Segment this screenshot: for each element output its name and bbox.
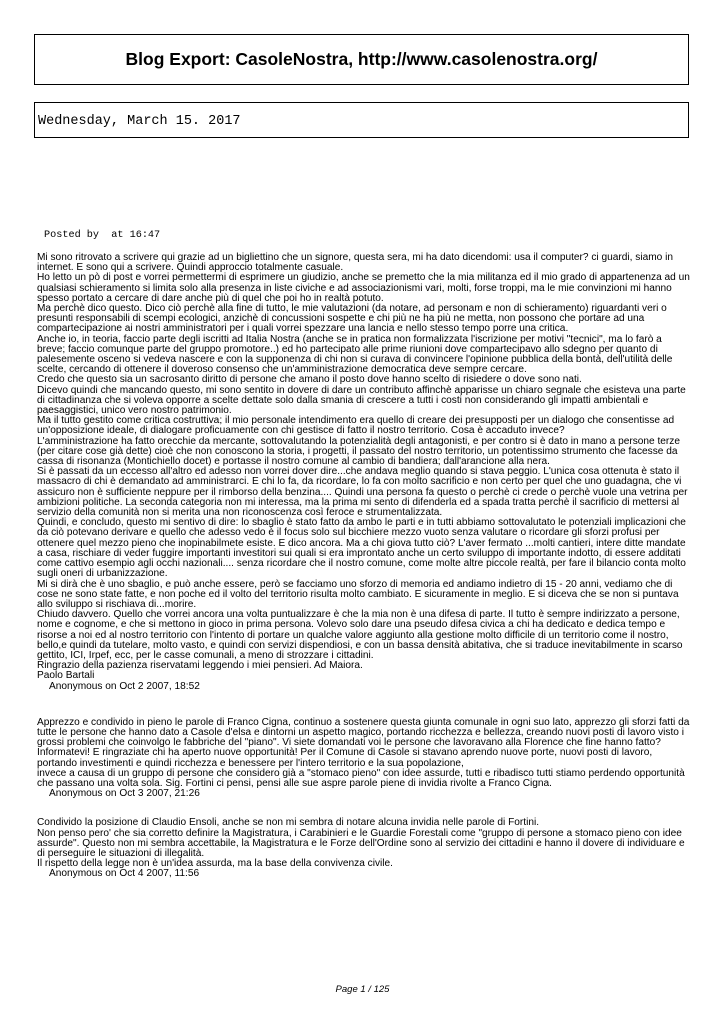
comment-paragraph: Il rispetto della legge non è un'idea assurda, ma la base della convivenza civile. xyxy=(37,858,393,870)
post-paragraph: Chiudo davvero. Quello che vorrei ancora una volta puntualizzare è che la mia non è una difesa di parte. Il tutto è sempre indirizzato a persone, nome e cognome, e che si mettono in gioco in prima persona. Volevo solo dare una pseudo difesa civica a chi ha dedicato e dedica tempo e risorse a noi ed al nostro territorio con l'intento di portare un qualche valore aggiunto alla gestione molto difficile di un territorio come il nostro, bello,e quindi da tutelare, molto vasto, e quindi con servizi dispendiosi, e con un bassa densità abitativa, che si traduce inevitabilmente in scarso gettito, ICI, Irpef, ecc, per le casse comunali, a meno di strozzare i cittadini. xyxy=(37,609,683,661)
date-box xyxy=(34,102,689,138)
post-paragraph: Ho letto un pò di post e vorrei permettermi di esprimere un giudizio, anche se premetto che la mia militanza ed il mio grado di appartenenza ad un qualsiasi schieramento si limita solo alla presenza in liste civiche e ad associazionismi vari, molti, forse troppi, ma le mie convinzioni mi hanno spesso portato a cercare di dare anche più di quel che poi ho in realtà potuto. xyxy=(37,272,690,304)
post-paragraph: L'amministrazione ha fatto orecchie da mercante, sottovalutando la potenzialità degli antagonisti, e per contro si è dato in mano a persone terze (per citare cose già dette) cioè che non conoscono la storia, i progetti, il passato del nostro territorio, un potentissimo strumento che facesse da cassa di risonanza (Montichiello docet) e portasse il nostro comune al cambio di bandiera; dall'arancione alla nera. xyxy=(37,435,681,468)
post-paragraph: Quindi, e concludo, questo mi sentivo di dire: lo sbaglio è stato fatto da ambo le parti e in tutti abbiamo sottovalutato le potenziali implicazioni che da ciò potevano derivare e quello che adesso vedo è il focus solo sul bicchiere mezzo vuoto senza valutare o ricordare gli sforzi profusi per ottenere quel mezzo pieno che inopinabilmete esiste. E dico ancora. Ma a chi giova tutto ciò? L'aver fermato ...molti cantieri, intere ditte mandate a casa, rischiare di veder fuggire importanti investitori sui quali si era improntato anche un certo sviluppo di importante indotto, di essere additati come cattivo esempio agli occhi nazionali.... senza ricordare che il nostro comune, come molte altre piccole realtà, per fare il bilancio conta molto sugli oneri di urbanizzazione. xyxy=(37,517,686,580)
post-signature: Paolo Bartali xyxy=(37,670,95,682)
post-content xyxy=(37,253,692,880)
post-body xyxy=(37,253,692,671)
page-title: Blog Export: CasoleNostra, http://www.casolenostra.org/ xyxy=(125,49,598,69)
post-paragraph: Si è passati da un eccesso all'altro ed adesso non vorrei dover dire...che andava meglio quando si stava peggio. L'unica cosa ottenuta è stato il massacro di chi è demandato ad amministrarci. E chi lo fa, da ricordare, lo fa con molto sacrificio e non certo per quel che uno guadagna, che vi assicuro non è sufficiente neppure per il rimborso della benzina.... Quindi una persona fa questo o perchè ci crede o perchè vuole una vetrina per ambizioni politiche. La seconda categoria non mi interessa, ma la prima mi sento di difenderla ed a spada tratta perchè il sacrificio di mettersi al servizio della comunità non si merita una non riconoscenza così feroce e strumentalizzata. xyxy=(37,466,688,519)
post-date: Wednesday, March 15. 2017 xyxy=(38,114,241,129)
post-paragraph: Mi si dirà che è uno sbaglio, e può anche essere, però se facciamo uno sforzo di memoria ed andiamo indietro di 15 - 20 anni, vediamo che di cose ne sono state fatte, e non poche ed il volto del territorio risulta molto cambiato. E sicuramente in meglio. E si diceva che se non si puntava allo sviluppo si rischiava di...morire. xyxy=(37,578,679,610)
comment-paragraph: Apprezzo e condivido in pieno le parole di Franco Cigna, continuo a sostenere questa giunta comunale in ogni suo lato, apprezzo gli sforzi fatti da tutte le persone che hanno dato a Casole d'elsa e dintorni un aspetto magico, portando ricchezza e bellezza, creando nuovi posti di lavoro visto i grossi problemi che coinvolgo le fabbriche del "piano". Vi siete domandati voi le persone che lavoravano alla Florence che fine hanno fatto? Informatevi! E ringraziate chi ha aperto nuove opportunità! Per il Comune di Casole si stavano aprendo nuove porte, nuovi posti di lavoro, portando investimenti e quindi ricchezza e benessere per l'intero territorio e la sua popolazione, xyxy=(37,716,690,769)
comment-meta: Anonymous on Oct 2 2007, 18:52 xyxy=(49,680,200,692)
comment xyxy=(37,818,692,879)
comment xyxy=(37,718,692,800)
posted-by-line: Posted by at 16:47 xyxy=(44,230,161,241)
post-paragraph: Ma perchè dico questo. Dico ciò perchè alla fine di tutto, le mie valutazioni (da notare, ad personam e non di schieramento) riguardanti veri o presunti responsabili di scempi ecologici, anzichè di concussioni sospette e chi più ne ha più ne metta, non possono che portare ad una compartecipazione ai nostri amministratori per i quali vorrei spezzare una lancia e nello stesso tempo porre una critica. xyxy=(37,303,667,335)
comment-meta: Anonymous on Oct 4 2007, 11:56 xyxy=(49,868,200,880)
post-paragraph: Ringrazio della pazienza riservatami leggendo i miei pensieri. Ad Maiora. xyxy=(37,660,363,672)
post-paragraph: Dicevo quindi che mancando questo, mi sono sentito in dovere di dare un contributo affinchè apparisse un chiaro segnale che esisteva una parte di cittadinanza che si voleva opporre a scelte dettate solo dalla smania di crescere a tutti i costi non considerando gli impatti ambientali e paesaggistici, unico vero nostro patrimonio. xyxy=(37,384,686,417)
page-number: Page 1 / 125 xyxy=(335,984,390,995)
comment-meta: Anonymous on Oct 3 2007, 21:26 xyxy=(49,788,200,800)
post-paragraph: Anche io, in teoria, faccio parte degli iscritti ad Italia Nostra (anche se in pratica non formalizzata l'iscrizione per motivi "tecnici", ma lo farò a breve; faccio comunque parte del gruppo promotore..) ed ho partecipato alle prime riunioni dove compartecipavo allo sdegno per quanto di palesemente osceno si vedeva nascere e con la supponenza di chi non si curava di convincere l'opinione pubblica della bontà, dell'utilità delle scelte, cercando di ottenere il doveroso consenso che un'amministrazione democratica deve sempre cercare. xyxy=(37,333,673,376)
comment-paragraph: invece a causa di un gruppo di persone che considero già a "stomaco pieno" con idee assurde, tutti e ribadisco tutti stiamo perdendo opportunità che passano una volta sola. Sig. Fortini ci pensi, pensi alle sue aspre parole piene di invidia rivolte a Franco Cigna. xyxy=(37,767,685,789)
post-paragraph: Mi sono ritrovato a scrivere qui grazie ad un bigliettino che un signore, questa sera, mi ha dato dicendomi: usa il computer? ci guardi, siamo in internet. E sono qui a scrivere. Quindi approccio totalmente casuale. xyxy=(37,252,673,274)
comment-paragraph: Condivido la posizione di Claudio Ensoli, anche se non mi sembra di notare alcuna invidia nelle parole di Fortini. xyxy=(37,817,540,829)
post-paragraph: Credo che questo sia un sacrosanto diritto di persone che amano il posto dove hanno scelto di risiedere o dove sono nati. xyxy=(37,374,582,386)
blog-export-header xyxy=(34,34,689,85)
post-paragraph: Ma il tutto gestito come critica costruttiva; il mio personale intendimento era quello di creare dei presupposti per un dialogo che consentisse ad un'opposizione ideale, di dialogare proficuamente con chi gestisce di fatto il nostro territorio. Cosa è accaduto invece? xyxy=(37,415,675,437)
comment-paragraph: Non penso pero' che sia corretto definire la Magistratura, i Carabinieri e le Guardie Forestali come "gruppo di persone a stomaco pieno con idee assurde". Questo non mi sembra accettabile, la Magistratura e le Forze dell'Ordine sono al servizio dei cittadini e hanno il dovere di individuare e di perseguire le situazioni di illegalità. xyxy=(37,827,685,859)
